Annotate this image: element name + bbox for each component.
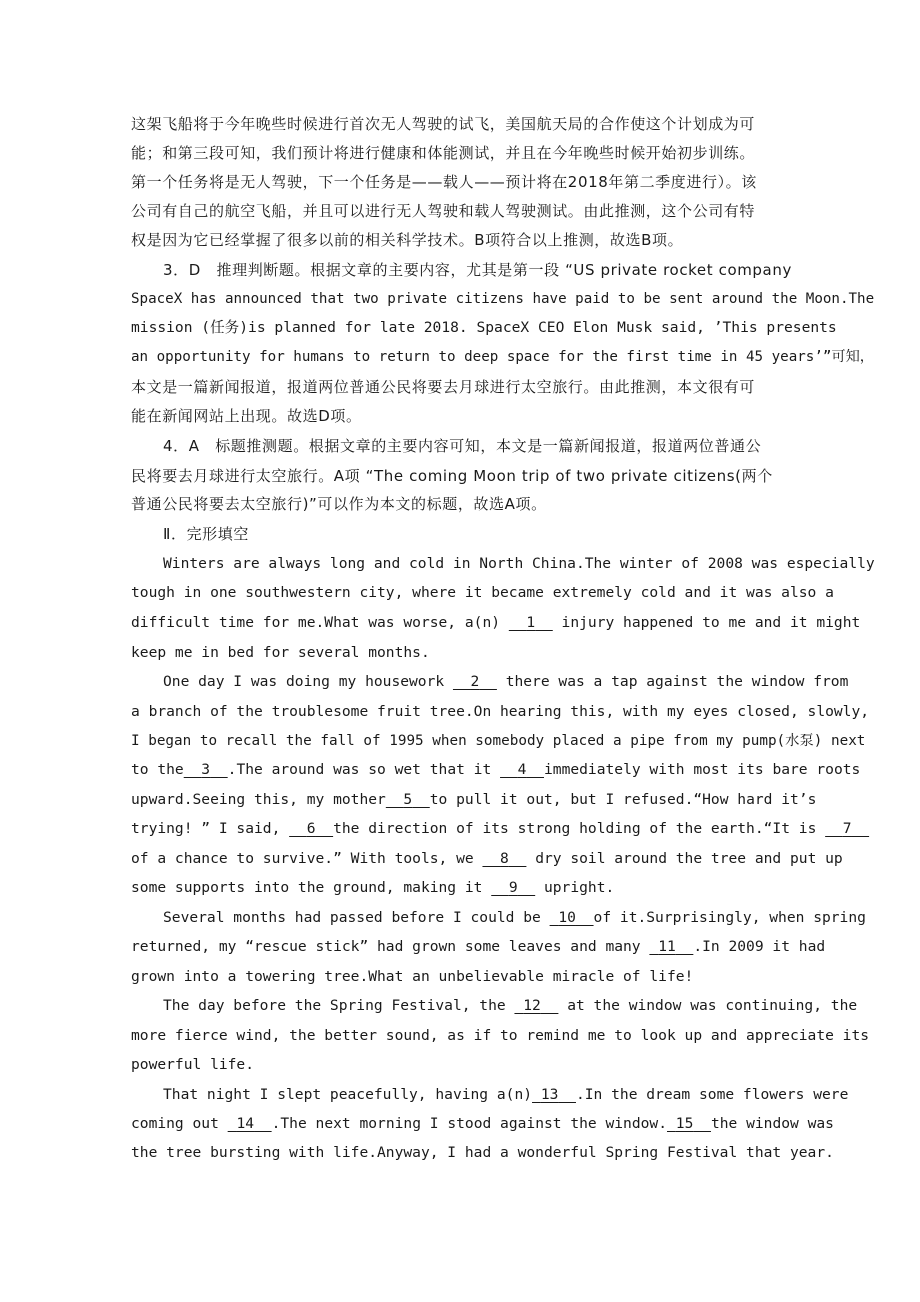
cloze-line bbox=[163, 908, 866, 928]
blank-number: 15 bbox=[675, 1115, 694, 1132]
answer-line: 能；和第三段可知，我们预计将进行健康和体能测试，并且在今年晚些时候开始初步训练。 bbox=[131, 144, 756, 162]
cloze-line bbox=[163, 672, 848, 692]
cloze-line: a branch of the troublesome fruit tree.On hearing this, with my eyes closed, slowly, bbox=[131, 703, 870, 720]
cloze-text: immediately with most its bare roots bbox=[544, 761, 861, 778]
cloze-line bbox=[131, 937, 825, 957]
cloze-line bbox=[131, 613, 860, 633]
section-title: Ⅱ．完形填空 bbox=[163, 525, 249, 543]
answer-q3-line: 能在新闻网站上出现。故选D项。 bbox=[131, 407, 362, 425]
cloze-text: Several months had passed before I could be bbox=[163, 909, 550, 926]
answer-q3-line: mission (任务)is planned for late 2018. SpaceX CEO Elon Musk said, ’This presents bbox=[131, 319, 837, 336]
blank-2[interactable] bbox=[453, 672, 497, 692]
cloze-line bbox=[131, 878, 614, 898]
cloze-line: powerful life. bbox=[131, 1056, 255, 1073]
blank-3[interactable] bbox=[184, 760, 228, 780]
answer-q4-line: 普通公民将要去太空旅行)”可以作为本文的标题，故选A项。 bbox=[131, 495, 547, 513]
blank-number: 9 bbox=[508, 879, 518, 896]
answer-q3-line: an opportunity for humans to return to deep space for the first time in 45 years’”可知， bbox=[131, 349, 874, 365]
blank-7[interactable] bbox=[825, 819, 869, 839]
cloze-text: upward.Seeing this, my mother bbox=[131, 791, 386, 808]
blank-15[interactable] bbox=[667, 1114, 711, 1134]
blank-13[interactable] bbox=[532, 1085, 576, 1105]
cloze-text: at the window was continuing, the bbox=[558, 997, 858, 1014]
cloze-line: grown into a towering tree.What an unbelievable miracle of life! bbox=[131, 968, 694, 985]
blank-10[interactable] bbox=[550, 908, 594, 928]
answer-line: 第一个任务将是无人驾驶，下一个任务是——载人——预计将在2018年第二季度进行）。该 bbox=[131, 173, 757, 191]
cloze-line: Winters are always long and cold in North China.The winter of 2008 was especially bbox=[163, 555, 875, 572]
cloze-text: That night I slept peacefully, having a(n) bbox=[163, 1086, 533, 1103]
cloze-text: .In 2009 it had bbox=[693, 938, 826, 955]
blank-6[interactable] bbox=[289, 819, 333, 839]
answer-q4-line: 4．A 标题推测题。根据文章的主要内容可知，本文是一篇新闻报道，报道两位普通公 bbox=[163, 437, 762, 455]
cloze-text: of a chance to survive.” With tools, we bbox=[131, 850, 483, 867]
blank-number: 4 bbox=[517, 761, 527, 778]
cloze-text: there was a tap against the window from bbox=[496, 673, 849, 690]
blank-number: 8 bbox=[500, 850, 509, 867]
cloze-line bbox=[163, 1085, 848, 1105]
cloze-text: trying! ” I said, bbox=[131, 820, 290, 837]
blank-number: 11 bbox=[658, 938, 676, 955]
cloze-line: keep me in bed for several months. bbox=[131, 644, 430, 661]
cloze-text: upright. bbox=[535, 879, 615, 896]
blank-number: 12 bbox=[523, 997, 541, 1014]
blank-1[interactable] bbox=[509, 613, 553, 633]
answer-q4-line: 民将要去月球进行太空旅行。A项 “The coming Moon trip of two private citizens(两个 bbox=[131, 467, 773, 485]
blank-12[interactable] bbox=[514, 996, 558, 1016]
blank-number: 3 bbox=[201, 761, 211, 778]
blank-number: 5 bbox=[403, 791, 413, 808]
cloze-text: the direction of its strong holding of the earth.“It is bbox=[333, 820, 826, 837]
cloze-text: the window was bbox=[710, 1115, 834, 1132]
cloze-text: .The around was so wet that it bbox=[227, 761, 501, 778]
cloze-line: tough in one southwestern city, where it became extremely cold and it was also a bbox=[131, 584, 834, 601]
answer-line: 这架飞船将于今年晚些时候进行首次无人驾驶的试飞，美国航天局的合作使这个计划成为可 bbox=[131, 115, 756, 133]
answer-q3-line: 3．D 推理判断题。根据文章的主要内容，尤其是第一段 “US private rocket company bbox=[163, 261, 792, 279]
cloze-text: returned, my “rescue stick” had grown some leaves and many bbox=[131, 938, 650, 955]
blank-number: 14 bbox=[236, 1115, 255, 1132]
blank-8[interactable] bbox=[482, 849, 526, 869]
cloze-line: more fierce wind, the better sound, as if to remind me to look up and appreciate its bbox=[131, 1027, 870, 1044]
cloze-text: some supports into the ground, making it bbox=[131, 879, 492, 896]
blank-4[interactable] bbox=[500, 760, 544, 780]
blank-number: 10 bbox=[558, 909, 576, 926]
blank-number: 7 bbox=[842, 820, 852, 837]
cloze-line bbox=[131, 1114, 834, 1134]
answer-line: 权是因为它已经掌握了很多以前的相关科学技术。B项符合以上推测，故选B项。 bbox=[131, 231, 684, 249]
cloze-line bbox=[131, 819, 869, 839]
blank-number: 2 bbox=[470, 673, 480, 690]
cloze-text: .The next morning I stood against the window. bbox=[271, 1115, 667, 1132]
blank-number: 6 bbox=[306, 820, 316, 837]
cloze-line bbox=[163, 996, 857, 1016]
answer-q3-line: SpaceX has announced that two private citizens have paid to be sent around the Moon.The bbox=[131, 291, 875, 307]
cloze-text: coming out bbox=[131, 1115, 228, 1132]
blank-11[interactable] bbox=[649, 937, 693, 957]
cloze-line: I began to recall the fall of 1995 when somebody placed a pipe from my pump(水泵) next bbox=[131, 733, 866, 749]
answer-line: 公司有自己的航空飞船，并且可以进行无人驾驶和载人驾驶测试。由此推测，这个公司有特 bbox=[131, 202, 756, 220]
cloze-text: to pull it out, but I refused.“How hard it’s bbox=[429, 791, 817, 808]
blank-number: 1 bbox=[526, 614, 536, 631]
cloze-line bbox=[131, 760, 860, 780]
cloze-text: .In the dream some flowers were bbox=[575, 1086, 849, 1103]
cloze-text: The day before the Spring Festival, the bbox=[163, 997, 515, 1014]
blank-14[interactable] bbox=[228, 1114, 272, 1134]
cloze-line: the tree bursting with life.Anyway, I had a wonderful Spring Festival that year. bbox=[131, 1144, 834, 1161]
blank-5[interactable] bbox=[386, 790, 430, 810]
blank-number: 13 bbox=[540, 1086, 559, 1103]
cloze-text: to the bbox=[131, 761, 184, 778]
cloze-text: dry soil around the tree and put up bbox=[526, 850, 843, 867]
cloze-text: One day I was doing my housework bbox=[163, 673, 453, 690]
answer-q3-line: 本文是一篇新闻报道，报道两位普通公民将要去月球进行太空旅行。由此推测，本文很有可 bbox=[131, 378, 756, 396]
cloze-line bbox=[131, 849, 843, 869]
cloze-line bbox=[131, 790, 816, 810]
cloze-text: of it.Surprisingly, when spring bbox=[593, 909, 866, 926]
cloze-text: injury happened to me and it might bbox=[552, 614, 861, 631]
blank-9[interactable] bbox=[491, 878, 535, 898]
cloze-text: difficult time for me.What was worse, a(n) bbox=[131, 614, 509, 631]
